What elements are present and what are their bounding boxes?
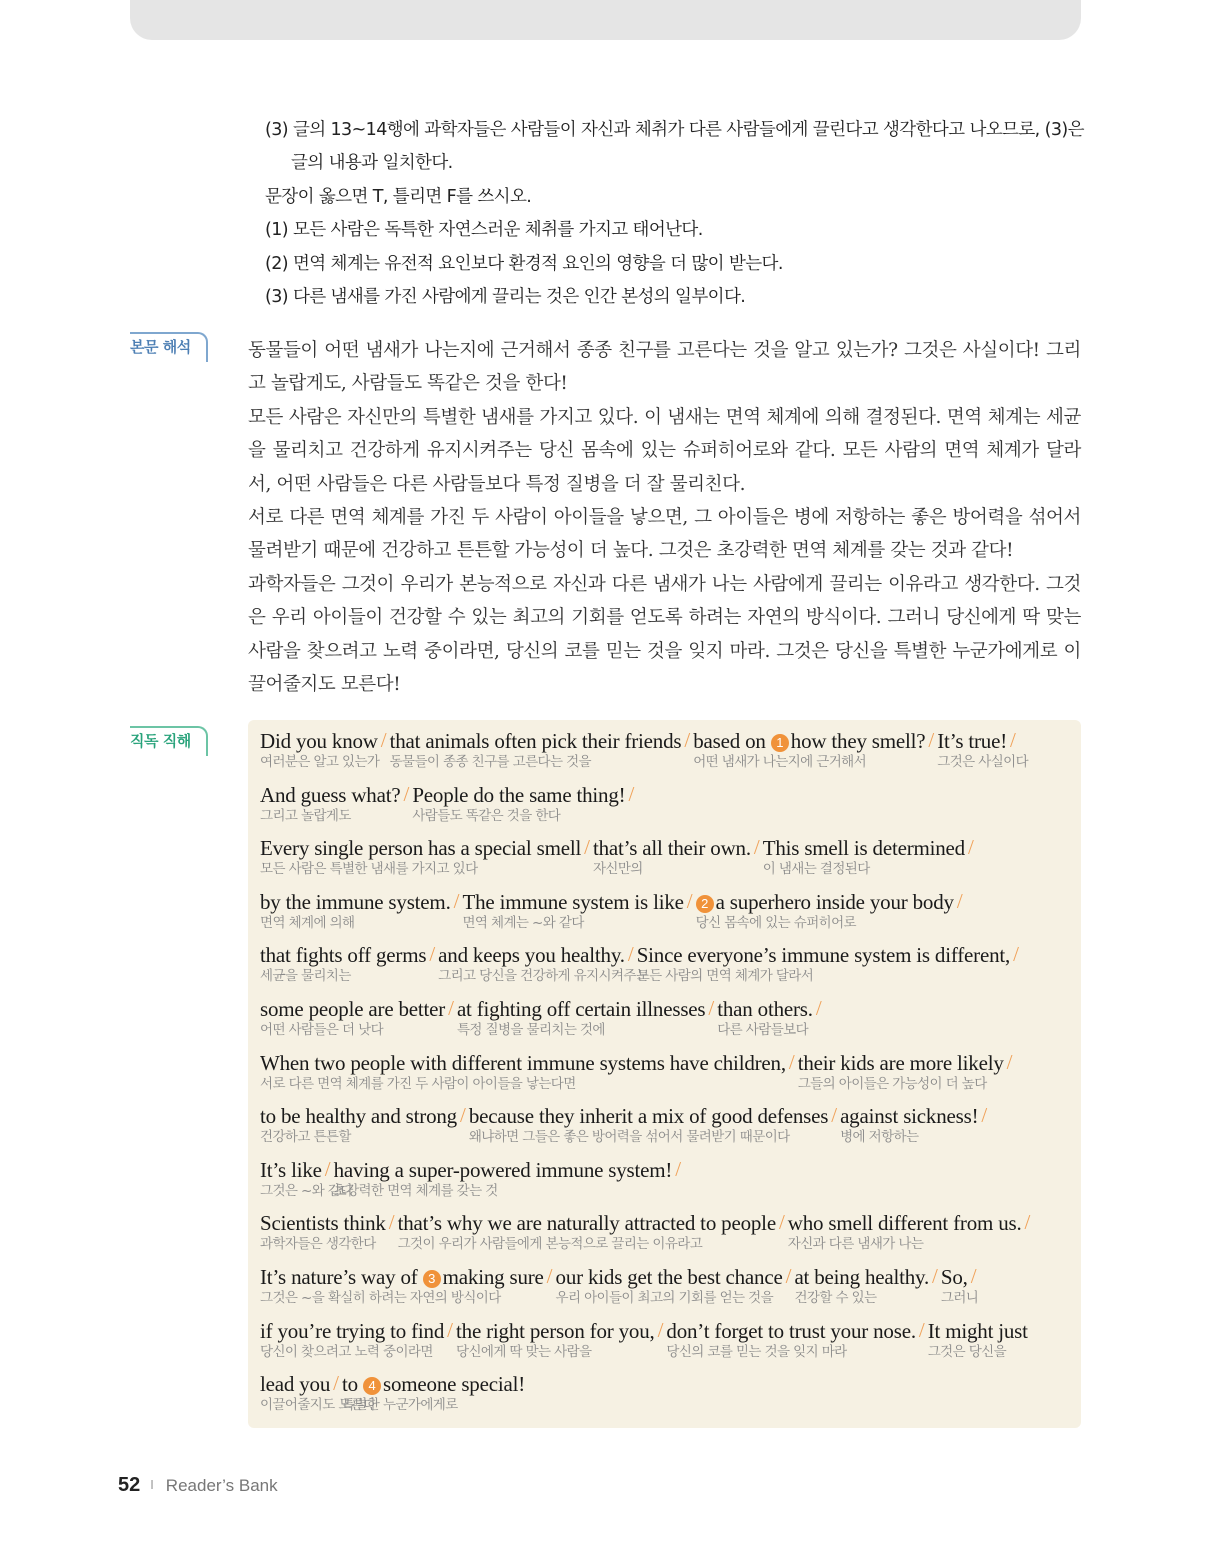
chunk-english (666, 1319, 915, 1343)
number-badge-icon: 1 (771, 734, 789, 752)
chunk-korean: 모든 사람은 특별한 냄새를 가지고 있다 (260, 861, 478, 878)
chunk (787, 1210, 1022, 1253)
chunk (592, 835, 751, 878)
tf-item: (3) 다른 냄새를 가진 사람에게 끌리는 것은 인간 본성의 일부이다. (265, 287, 746, 308)
page-footer (118, 1474, 278, 1497)
chunk-korean: 당신 몸속에 있는 슈퍼히어로 (695, 914, 856, 931)
chunk-english-text: because they inherit a mix of good defenses (468, 1104, 829, 1129)
chunk-divider: / (627, 942, 634, 967)
chunk-divider: / (788, 1049, 795, 1074)
chunk-english-text: who smell different from us. (787, 1211, 1022, 1236)
chunk-english (260, 1211, 386, 1235)
chunk-korean: 과학자들은 생각한다 (260, 1236, 376, 1253)
chunk-english-text: This smell is determined (762, 836, 965, 861)
chunk-korean: 그것은 ~을 확실히 하려는 자연의 방식이다 (260, 1289, 501, 1306)
chunk-row (260, 1318, 1073, 1372)
chunk-korean: 당신의 코를 믿는 것을 잊지 마라 (666, 1343, 847, 1360)
chunk-english (398, 1211, 776, 1235)
chunk-english (457, 997, 705, 1021)
chunk-korean: 초강력한 면역 체계를 갖는 것 (333, 1182, 498, 1199)
chunk-divider: / (1010, 728, 1016, 752)
chunk-english (794, 1265, 929, 1289)
chunk-korean: 여러분은 알고 있는가 (260, 754, 380, 770)
chunk-divider: / (675, 1156, 682, 1181)
chunk-korean: 그들의 아이들은 가능성이 더 높다 (797, 1075, 987, 1092)
chunk (260, 782, 401, 824)
chunk-english (390, 729, 682, 753)
chunk (636, 942, 1011, 985)
chunk (438, 942, 649, 985)
chunk-prefix: based on (693, 729, 766, 753)
translation-paragraph: 과학자들은 그것이 우리가 본능적으로 자신과 다른 냄새가 나는 사람에게 끌리는 이유라고 생각한다. 그것은 우리 아이들이 건강할 수 있는 최고의 기회를 얻도록 하려는 자연의 방식이다. 그러니 당신에게 딱 맞는 사람을 찾으려고 노력 중이라면, 당신의 코를 믿는 것을 잊지 마라. 그것은 당신을 특별한 누군가에게로 이끌어줄지도 모른다! (248, 573, 1081, 696)
chunk (333, 1157, 673, 1199)
chunk-row (260, 942, 1073, 996)
chunk-english-text: Since everyone’s immune system is different, (636, 943, 1011, 968)
chunk-korean: 면역 체계에 의해 (260, 914, 355, 931)
chunk (468, 1103, 829, 1146)
chunk-korean: 그리고 놀랍게도 (260, 807, 351, 824)
chunk-english-text: to be healthy and strong (260, 1104, 457, 1129)
chunk-english (788, 1211, 1022, 1235)
chunk-korean: 동물들이 종종 친구를 고른다는 것을 (389, 754, 591, 770)
chunk-english (412, 783, 625, 807)
chunk-korean: 이 냄새는 결정된다 (762, 861, 870, 878)
chunk-divider: / (753, 835, 760, 860)
direct-reading-box (248, 720, 1081, 1428)
chunk-english (260, 1104, 457, 1128)
chunk-english-text: It might just (927, 1318, 1028, 1343)
chunk (260, 942, 427, 985)
page-number: 52 (118, 1474, 141, 1496)
chunk-english (840, 1104, 978, 1128)
chunk-english-text: some people are better (260, 996, 446, 1021)
translation-paragraph: 동물들이 어떤 냄새가 나는지에 근거해서 종종 친구를 고른다는 것을 알고 있는가? 그것은 사실이다! 그리고 놀랍게도, 사람들도 똑같은 것을 한다! (248, 340, 1081, 395)
chunk (927, 1318, 1028, 1360)
chunk-english-text: our kids get the best chance (555, 1264, 783, 1289)
direct-reading-rows (260, 728, 1073, 1425)
chunk-english-text: lead you (260, 1372, 331, 1397)
chunk-english (717, 997, 813, 1021)
chunk-english (637, 943, 1010, 967)
chunk-korean: 왜냐하면 그들은 좋은 방어력을 섞어서 물려받기 때문이다 (468, 1129, 790, 1146)
chunk (797, 1050, 1004, 1092)
chunk-english-text: their kids are more likely (797, 1050, 1004, 1075)
chunk-english-text: and keeps you healthy. (438, 943, 625, 968)
chunk (260, 996, 446, 1038)
translation-label: 본문 해석 (130, 332, 208, 362)
chunk-english (260, 1051, 786, 1075)
chunk-divider: / (380, 728, 387, 752)
chunk-korean: 건강하고 튼튼할 (260, 1129, 351, 1146)
question-section (265, 114, 1095, 314)
chunk (717, 996, 813, 1038)
chunk-english (260, 997, 445, 1021)
chunk-row (260, 1050, 1073, 1104)
chunk-english (438, 943, 625, 967)
chunk-english (363, 1372, 525, 1396)
chunk-english-text: that fights off germs (260, 943, 427, 968)
chunk-row (260, 1103, 1073, 1157)
chunk-english-text: It’s true! (937, 729, 1007, 753)
chunk-divider: / (628, 781, 635, 806)
chunk-korean: 병에 저항하는 (840, 1129, 919, 1146)
chunk-row (260, 996, 1073, 1050)
chunk-divider: / (429, 942, 436, 967)
chunk-english-text: a superhero inside your body (715, 889, 954, 914)
chunk-english-text: the right person for you, (456, 1318, 655, 1343)
chunk-divider: / (785, 1263, 792, 1288)
answer-explanation-cont: 글의 내용과 일치한다. (291, 153, 453, 174)
chunk-prefix: It’s nature’s way of (260, 1264, 418, 1289)
chunk-korean: 면역 체계는 ~와 같다 (462, 914, 584, 931)
chunk-english (260, 943, 426, 967)
chunk (456, 1318, 655, 1360)
direct-reading-label: 직독 직해 (130, 726, 208, 756)
chunk (762, 835, 965, 878)
tf-item: (2) 면역 체계는 유전적 요인보다 환경적 요인의 영향을 더 많이 받는다. (265, 253, 783, 274)
chunk-divider: / (831, 1103, 838, 1128)
chunk-english-text: People do the same thing! (412, 782, 626, 807)
chunk-divider: / (1013, 942, 1019, 967)
translation-paragraph: 서로 다른 면역 체계를 가진 두 사람이 아이들을 낳으면, 그 아이들은 병에 저항하는 좋은 방어력을 섞어서 물려받기 때문에 건강하고 튼튼할 가능성이 더 높다. 그것은 초강력한 면역 체계를 갖는 것과 같다! (248, 507, 1081, 562)
chunk (260, 835, 582, 878)
chunk (389, 728, 682, 770)
chunk-english (696, 890, 954, 914)
chunk-english-text: if you’re trying to find (260, 1318, 445, 1343)
chunk (341, 1371, 526, 1414)
chunk-english-text: having a super-powered immune system! (333, 1157, 673, 1182)
chunk-english (260, 1319, 444, 1343)
chunk-english-text: The immune system is like (462, 889, 684, 914)
translation-text (248, 334, 1081, 701)
chunk-english (260, 1158, 322, 1182)
chunk-english (456, 1319, 655, 1343)
chunk-korean: 세균을 물리치는 (260, 968, 351, 985)
chunk (260, 1210, 386, 1253)
chunk-divider: / (657, 1317, 664, 1342)
chunk-divider: / (815, 995, 822, 1020)
chunk-korean: 그리고 당신을 건강하게 유지시켜주는 (438, 968, 649, 985)
chunk-english-text: by the immune system. (260, 889, 451, 914)
chunk-divider: / (684, 728, 691, 752)
chunk (840, 1103, 979, 1146)
chunk (695, 889, 954, 931)
chunk-korean: 그것은 사실이다 (937, 754, 1029, 770)
chunk-korean: 이끌어줄지도 모른다 (260, 1397, 376, 1414)
chunk-english (798, 1051, 1004, 1075)
chunk-divider: / (388, 1210, 395, 1235)
chunk-english (260, 1372, 330, 1396)
chunk (693, 728, 926, 770)
chunk-korean: 사람들도 똑같은 것을 한다 (412, 807, 561, 824)
chunk-english-text: making sure (442, 1264, 544, 1289)
chunk-korean: 그것이 우리가 사람들에게 본능적으로 끌리는 이유라고 (397, 1236, 703, 1253)
chunk-english-text: how they smell? (790, 729, 926, 753)
chunk-english-text: at fighting off certain illnesses (456, 996, 706, 1021)
chunk-english-text: When two people with different immune systems have children, (260, 1050, 786, 1075)
chunk-english (937, 729, 1007, 753)
chunk-divider: / (686, 888, 693, 913)
chunk (555, 1264, 783, 1306)
tf-instruction: 문장이 옳으면 T, 틀리면 F를 쓰시오. (265, 186, 532, 207)
chunk-english (593, 836, 751, 860)
chunk-korean: 건강할 수 있는 (794, 1289, 877, 1306)
chunk (260, 1318, 445, 1360)
chunk (937, 728, 1029, 770)
chunk-divider: / (981, 1103, 988, 1128)
chunk-korean: 모든 사람의 면역 체계가 달라서 (636, 968, 814, 985)
chunk-english-text: Did you know (260, 729, 378, 753)
chunk-korean: 어떤 사람들은 더 낫다 (260, 1021, 384, 1038)
chunk (397, 1210, 776, 1253)
chunk-english (928, 1319, 1028, 1343)
chunk-divider: / (460, 1103, 466, 1128)
chunk (462, 889, 684, 931)
chunk-english (260, 783, 400, 807)
chunk (666, 1318, 916, 1360)
chunk-row (260, 835, 1073, 889)
chunk-korean: 그러니 (940, 1289, 979, 1306)
chunk-korean: 자신과 다른 냄새가 나는 (787, 1236, 924, 1253)
chunk (412, 782, 626, 824)
chunk-divider: / (324, 1156, 331, 1181)
chunk-english (941, 1265, 968, 1289)
chunk-divider: / (970, 1263, 977, 1288)
chunk-divider: / (546, 1263, 553, 1288)
chunk-divider: / (932, 1263, 938, 1288)
chunk-row (260, 1264, 1073, 1318)
chunk-divider: / (928, 728, 935, 752)
chunk (260, 1157, 353, 1199)
chunk-divider: / (956, 888, 963, 913)
chunk (456, 996, 706, 1038)
chunk-row (260, 728, 1073, 782)
book-title: Reader’s Bank (165, 1476, 278, 1495)
chunk-english-text: than others. (717, 996, 813, 1021)
chunk-divider: / (967, 835, 974, 860)
chunk-prefix: to (341, 1372, 358, 1397)
top-header-bar (130, 0, 1081, 40)
chunk (260, 889, 451, 931)
chunk (260, 1103, 457, 1146)
chunk-english (423, 1265, 544, 1289)
chunk-korean: 특별한 누군가에게로 (341, 1397, 458, 1414)
chunk-english (260, 836, 581, 860)
chunk-row (260, 1371, 1073, 1425)
chunk-english (556, 1265, 783, 1289)
chunk-korean: 당신에게 딱 맞는 사람을 (456, 1343, 592, 1360)
translation-paragraph: 모든 사람은 자신만의 특별한 냄새를 가지고 있다. 이 냄새는 면역 체계에 의해 결정된다. 면역 체계는 세균을 물리치고 건강하게 유지시켜주는 당신 몸속에 있는 슈퍼히어로와 같다. 모든 사람의 면역 체계가 달라서, 어떤 사람들은 다른 사람들보다 특정 질병을 더 잘 물리친다. (248, 406, 1081, 495)
chunk-divider: / (448, 995, 454, 1020)
chunk-english-text: that’s why we are naturally attracted to people (397, 1211, 776, 1236)
chunk-english-text: And guess what? (260, 782, 401, 807)
chunk (260, 1050, 786, 1092)
chunk (260, 728, 380, 770)
chunk-english (462, 890, 683, 914)
chunk-english-text: Every single person has a special smell (260, 836, 582, 861)
chunk-english (469, 1104, 828, 1128)
number-badge-icon: 4 (363, 1377, 381, 1395)
answer-explanation: (3) 글의 13~14행에 과학자들은 사람들이 자신과 체취가 다른 사람들에게 끌린다고 생각한다고 나오므로, (3)은 (265, 120, 1084, 140)
chunk-korean: 서로 다른 면역 체계를 가진 두 사람이 아이들을 낳는다면 (260, 1075, 576, 1092)
chunk-divider: / (1006, 1049, 1013, 1074)
chunk-divider: / (453, 888, 460, 913)
chunk (260, 1264, 544, 1306)
chunk-korean: 자신만의 (592, 861, 643, 878)
chunk-english (260, 729, 378, 753)
chunk-english-text: against sickness! (840, 1104, 979, 1129)
chunk-row (260, 1210, 1073, 1264)
chunk-english-text: Scientists think (260, 1211, 386, 1236)
chunk-korean: 우리 아이들이 최고의 기회를 얻는 것을 (555, 1289, 774, 1306)
chunk-divider: / (708, 995, 715, 1020)
chunk-divider: / (333, 1371, 339, 1396)
chunk-korean: 특정 질병을 물리치는 것에 (456, 1021, 605, 1038)
tf-item: (1) 모든 사람은 독특한 자연스러운 체취를 가지고 태어난다. (265, 220, 703, 241)
number-badge-icon: 3 (423, 1270, 441, 1288)
chunk-english (763, 836, 965, 860)
chunk-english-text: that’s all their own. (592, 836, 751, 861)
chunk-korean: 당신이 찾으려고 노력 중이라면 (260, 1343, 433, 1360)
chunk-english-text: at being healthy. (794, 1264, 930, 1289)
chunk-divider: / (1024, 1210, 1031, 1235)
chunk-english-text: that animals often pick their friends (389, 729, 682, 753)
chunk-korean: 그것은 ~와 같다 (260, 1182, 353, 1199)
chunk (794, 1264, 930, 1306)
chunk-korean: 그것은 당신을 (927, 1343, 1007, 1360)
chunk (940, 1264, 979, 1306)
chunk-divider: / (584, 835, 590, 860)
chunk-english (334, 1158, 673, 1182)
chunk-english (260, 890, 451, 914)
chunk-row (260, 1157, 1073, 1211)
chunk-english-text: don’t forget to trust your nose. (666, 1318, 916, 1343)
chunk-divider: / (918, 1317, 925, 1342)
chunk-divider: / (778, 1210, 785, 1235)
chunk-korean: 다른 사람들보다 (717, 1021, 809, 1038)
chunk-divider: / (447, 1317, 454, 1342)
chunk-row (260, 889, 1073, 943)
number-badge-icon: 2 (696, 895, 714, 913)
chunk-korean: 어떤 냄새가 나는지에 근거해서 (693, 754, 867, 770)
chunk-english-text: It’s like (260, 1157, 322, 1182)
chunk-english-text: So, (940, 1264, 968, 1289)
chunk-english-text: someone special! (383, 1372, 526, 1397)
chunk-divider: / (403, 781, 410, 806)
chunk-english (771, 729, 926, 753)
footer-separator: I (150, 1478, 154, 1492)
chunk-row (260, 782, 1073, 836)
